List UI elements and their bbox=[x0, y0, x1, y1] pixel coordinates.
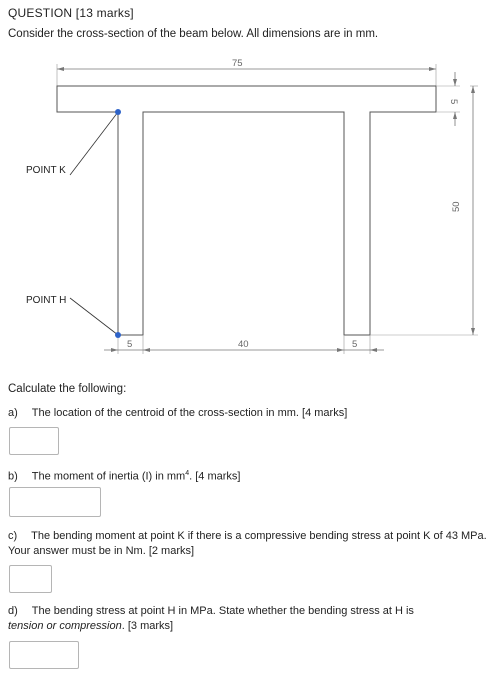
question-intro: Consider the cross-section of the beam below. All dimensions are in mm. bbox=[8, 28, 379, 40]
beam-cross-section-diagram bbox=[0, 50, 495, 370]
point-h-marker bbox=[115, 332, 121, 338]
dim-label-gap: 40 bbox=[238, 339, 249, 350]
answer-b-input[interactable] bbox=[9, 487, 101, 517]
dim-label-height: 50 bbox=[451, 201, 462, 212]
leader-line-k bbox=[70, 112, 118, 175]
point-k-label: POINT K bbox=[26, 165, 66, 176]
question-heading: QUESTION [13 marks] bbox=[8, 6, 134, 20]
dim-label-top: 75 bbox=[232, 58, 243, 69]
part-a-text: a) The location of the centroid of the cross-section in mm. [4 marks] bbox=[8, 407, 348, 419]
calculate-heading: Calculate the following: bbox=[8, 383, 127, 395]
answer-d-input[interactable] bbox=[9, 641, 79, 669]
part-b-text: b) The moment of inertia (I) in $mm^4$. [4 marks] bbox=[8, 470, 241, 483]
part-c-text: c) The bending moment at point K if there is a compressive bending stress at point K of 43 MPa. Your answer must be in Nm. [2 marks] bbox=[8, 530, 487, 557]
answer-a-input[interactable] bbox=[9, 427, 59, 455]
part-d-text: d) The bending stress at point H in MPa. State whether the bending stress at H is tension or compression. [3 marks] bbox=[8, 605, 414, 632]
leader-line-h bbox=[70, 298, 118, 335]
dim-label-web-right: 5 bbox=[352, 339, 358, 350]
dim-label-web-left: 5 bbox=[127, 339, 133, 350]
point-h-label: POINT H bbox=[26, 295, 67, 306]
answer-c-input[interactable] bbox=[9, 565, 52, 593]
beam-outline bbox=[57, 86, 436, 335]
point-k-marker bbox=[115, 109, 121, 115]
dim-label-flange: 5 bbox=[448, 99, 459, 105]
